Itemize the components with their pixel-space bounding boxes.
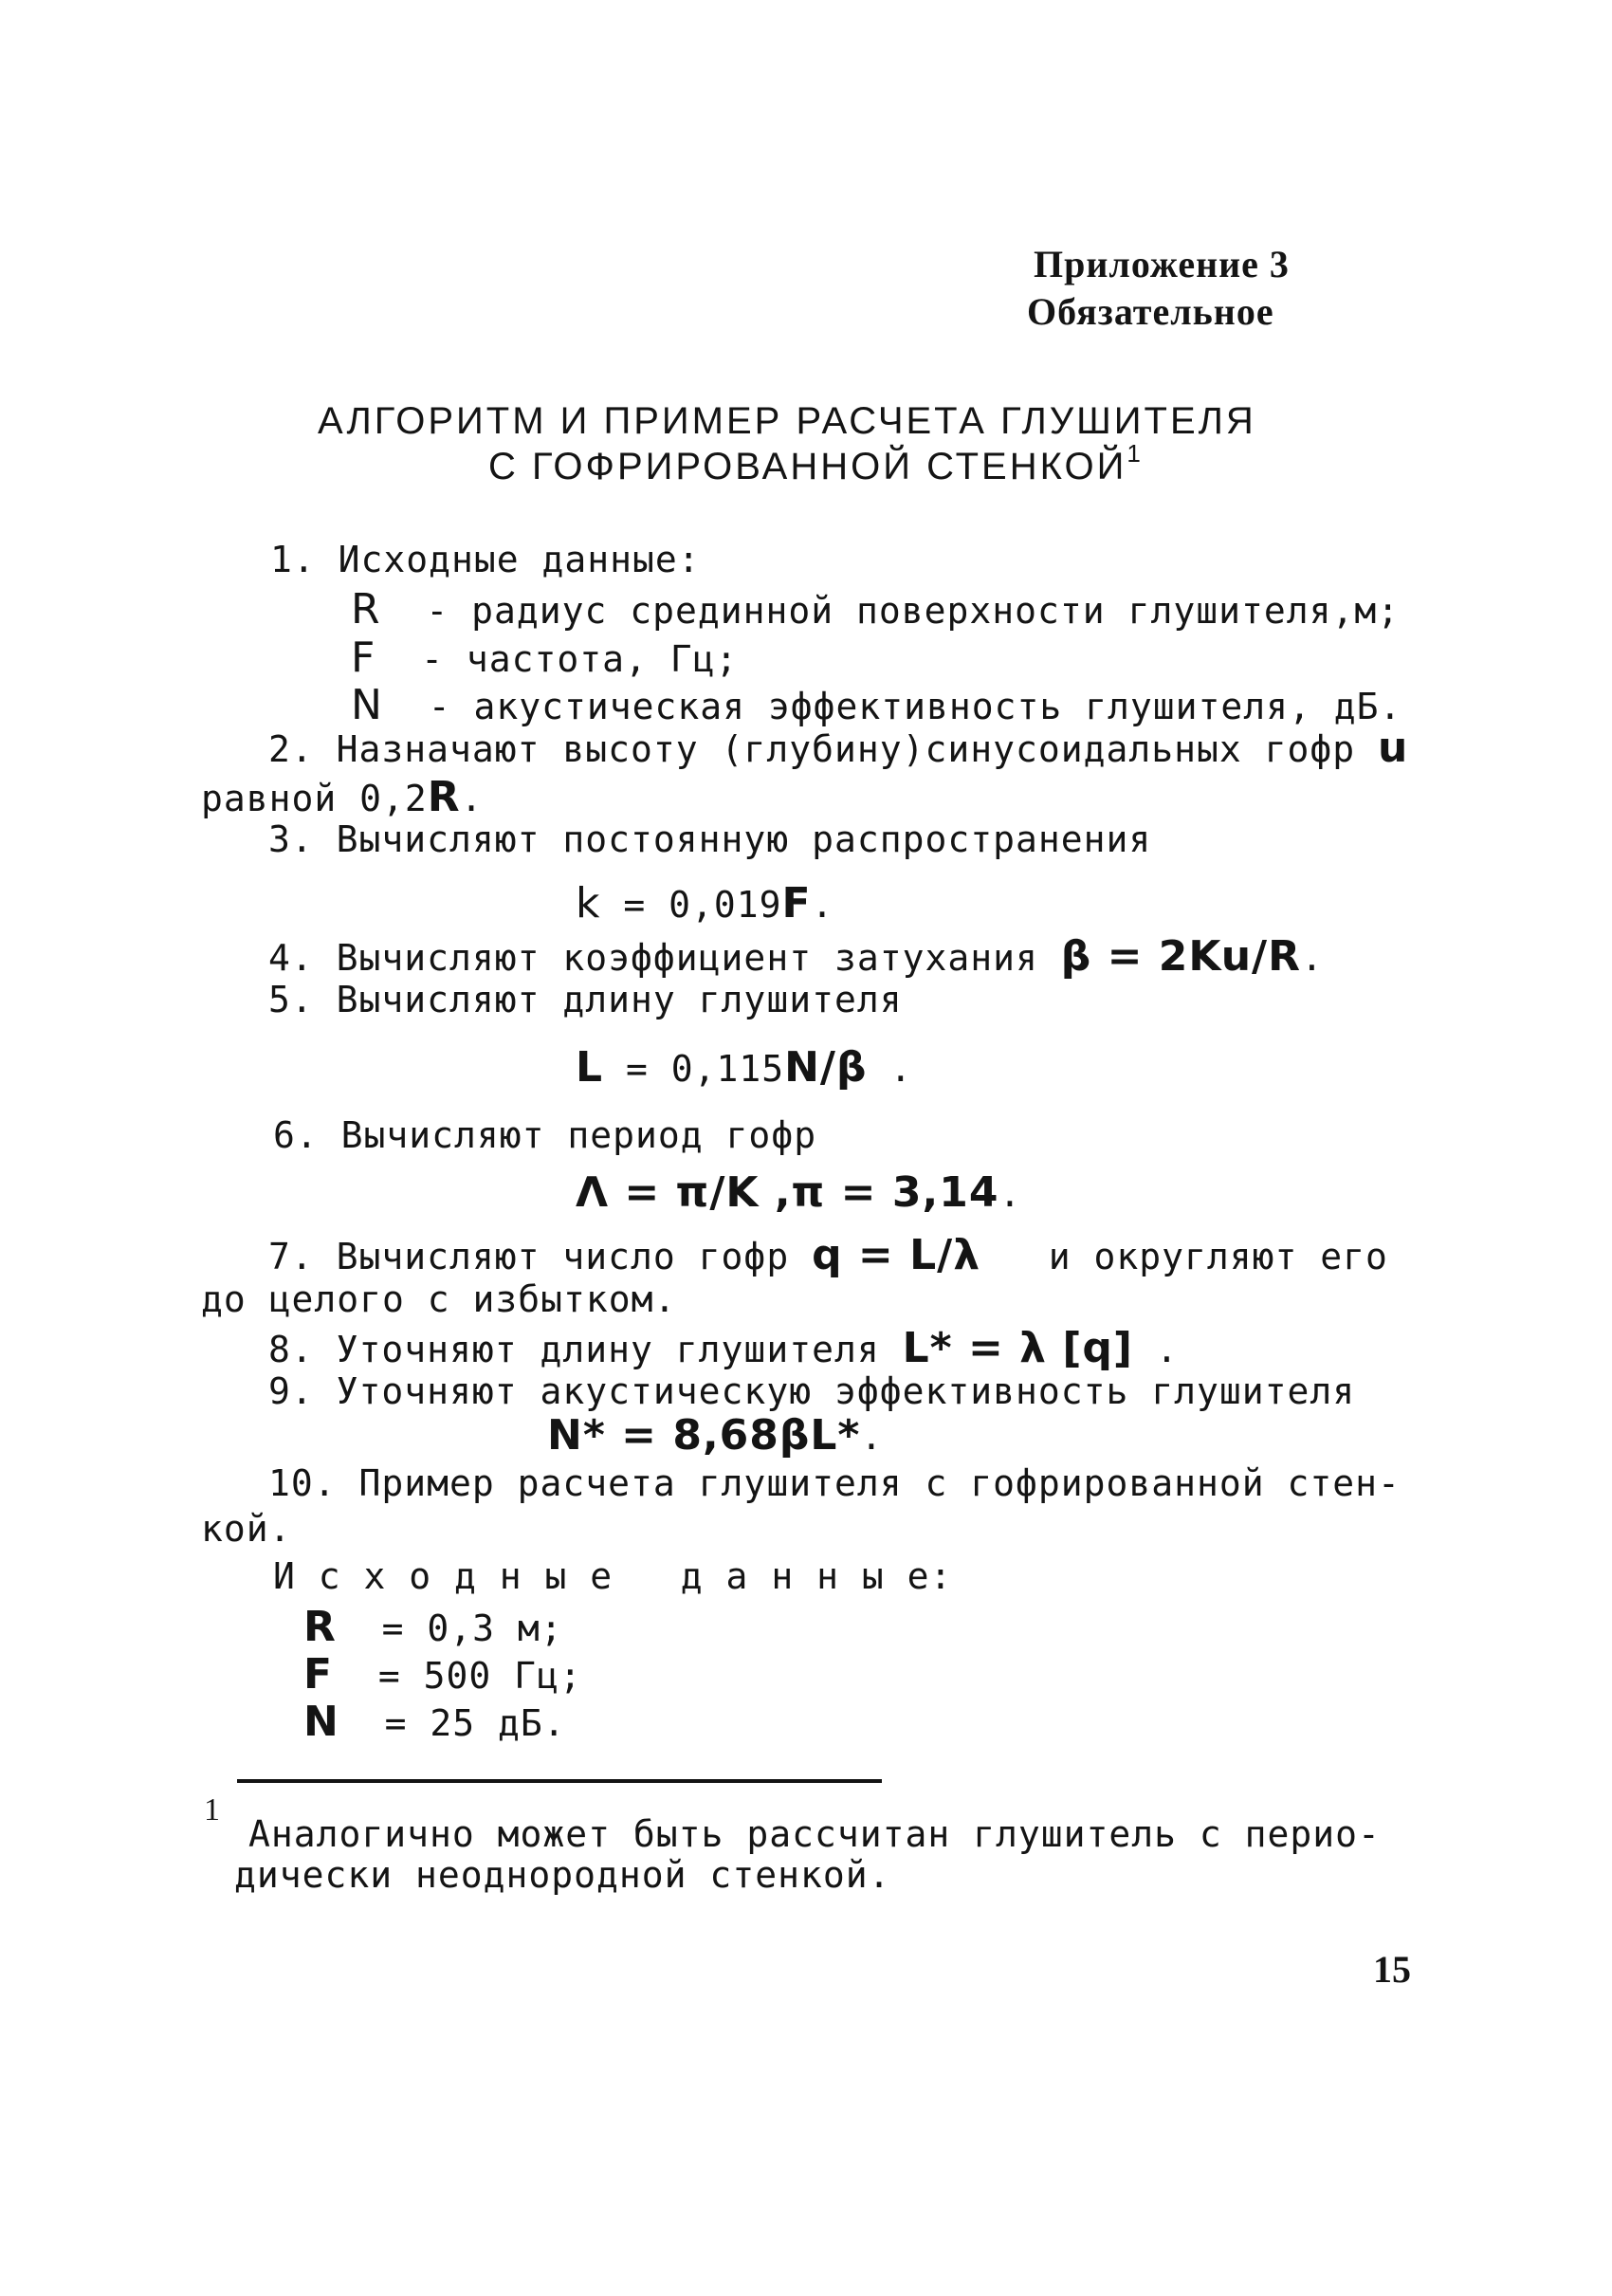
footnote-mark: 1 [204, 1792, 220, 1828]
step-10-subheading: И с х о д н ы е д а н н ы е: [273, 1555, 953, 1597]
step-6-formula: Λ = π/K ,π = 3,14. [576, 1168, 1022, 1217]
step-9-formula: N* = 8,68βL*. [547, 1411, 884, 1460]
step-10-item: N = 25 дБ. [303, 1698, 566, 1746]
footnote-line2: дически неоднородной стенкой. [234, 1854, 891, 1896]
step-1-item: R - радиус срединной поверхности глушителя,м; [351, 585, 1401, 634]
page-title-line2: С ГОФРИРОВАННОЙ СТЕНКОЙ$^1$ [488, 439, 1144, 487]
page-title-line1: АЛГОРИТМ И ПРИМЕР РАСЧЕТА ГЛУШИТЕЛЯ [318, 400, 1256, 442]
step-2-text: 2. Назначают высоту (глубину)синусоидальных гофр u [268, 724, 1409, 772]
step-7-text: 7. Вычисляют число гофр q = L/λ и округляют его [268, 1231, 1388, 1279]
step-3-formula: k = 0,019F. [576, 879, 834, 928]
step-10-line2: кой. [201, 1508, 292, 1550]
step-10-item: F = 500 Гц; [303, 1650, 582, 1699]
appendix-status: Обязательное [1027, 290, 1274, 333]
step-7-line2: до целого с избытком. [201, 1278, 677, 1320]
symbol-u: u [1378, 724, 1409, 772]
step-1-text: 1. Исходные данные: [270, 539, 701, 580]
step-3-text: 3. Вычисляют постоянную распространения [268, 818, 1152, 860]
footnote-line1: Аналогично может быть рассчитан глушитель с перио- [248, 1813, 1381, 1855]
step-8-text: 8. Уточняют длину глушителя L* = λ [q] . [268, 1324, 1179, 1372]
step-2-line2: равной 0,2R. [201, 773, 484, 821]
step-6-text: 6. Вычисляют период гофр [273, 1114, 817, 1156]
step-9-text: 9. Уточняют акустическую эффективность глушителя [268, 1370, 1356, 1412]
step-4-text: 4. Вычисляют коэффициент затухания β = 2Ku/R. [268, 932, 1324, 981]
title-footnote-mark: 1 [1127, 439, 1144, 468]
step-4-formula: β = 2Ku/R [1060, 932, 1301, 981]
step-5-formula: L = 0,115N/β . [576, 1043, 913, 1092]
step-1-item: F - частота, Гц; [351, 634, 739, 682]
page-number: 15 [1373, 1948, 1411, 1991]
step-10-text: 10. Пример расчета глушителя с гофрированной стен- [268, 1462, 1401, 1504]
step-8-formula: L* = λ [q] [902, 1324, 1134, 1372]
step-10-item: R = 0,3 м; [303, 1603, 563, 1651]
step-5-text: 5. Вычисляют длину глушителя [268, 979, 903, 1020]
step-1-item: N - акустическая эффективность глушителя, дБ. [351, 681, 1402, 729]
step-7-formula: q = L/λ [812, 1231, 981, 1279]
footnote-divider [237, 1779, 882, 1783]
appendix-label: Приложение 3 [1034, 243, 1290, 285]
